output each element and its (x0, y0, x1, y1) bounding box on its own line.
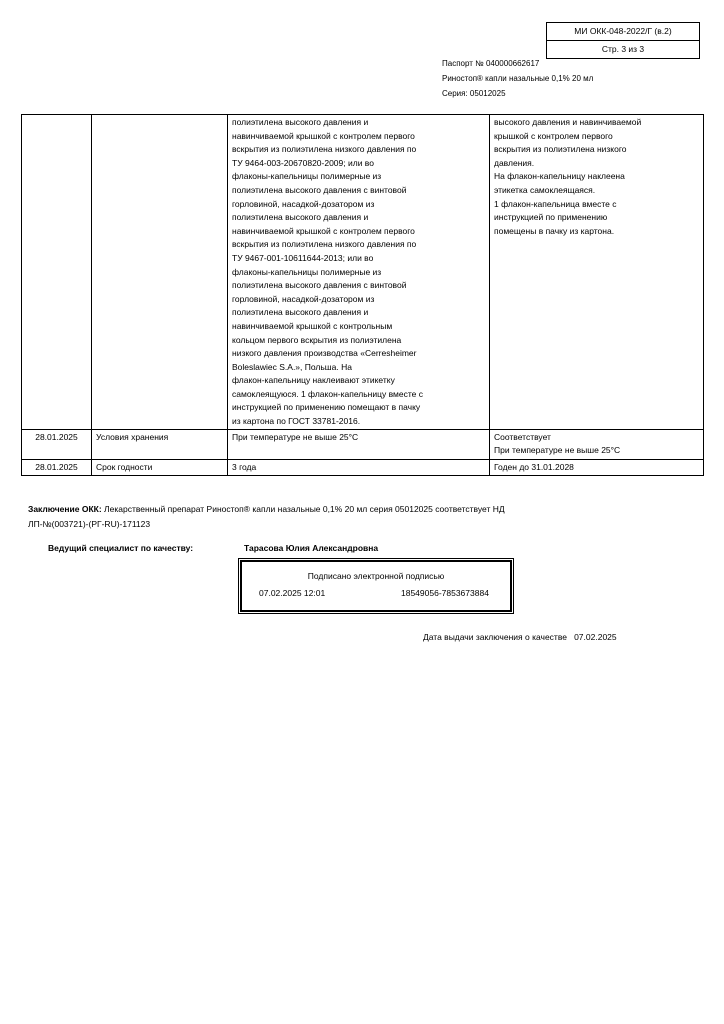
text-line: полиэтилена высокого давления с винтовой (232, 280, 407, 291)
issue-date (423, 632, 617, 642)
conclusion-reg-number: ЛП-№(003721)-(РГ-RU)-171123 (28, 519, 151, 529)
text-line: помещены в пачку из картона. (494, 225, 615, 236)
result-line: Соответствует (494, 431, 551, 442)
text-line: навинчиваемой крышкой с контрольным (232, 320, 393, 331)
norm-text (232, 116, 485, 429)
text-line: ТУ 9467-001-10611644-2013; или во (232, 252, 374, 263)
conclusion (28, 502, 588, 532)
text-line: навинчиваемой крышкой с контролем первого (232, 225, 415, 236)
text-line: полиэтилена высокого давления с винтовой (232, 184, 407, 195)
text-line: этикетка самоклеящаяся. (494, 184, 596, 195)
product-series: Серия: 05012025 (442, 89, 506, 98)
product-name: Риностоп® капли назальные 0,1% 20 мл (442, 74, 594, 83)
conclusion-label: Заключение ОКК: (28, 504, 102, 514)
text-line: флакон-капельницу наклеивают этикетку (232, 375, 395, 386)
result-cell: Годен до 31.01.2028 (490, 459, 704, 476)
test-name (92, 115, 228, 430)
text-line: ТУ 9464-003-20670820-2009; или во (232, 157, 374, 168)
issue-date-value: 07.02.2025 (574, 632, 617, 642)
text-line: 1 флакон-капельница вместе с (494, 198, 617, 209)
text-line: кольцом первого вскрытия из полиэтилена (232, 334, 402, 345)
text-line: флаконы-капельницы полимерные из (232, 266, 382, 277)
test-date: 28.01.2025 (22, 459, 92, 476)
norm-cell (228, 115, 490, 430)
text-line: низкого давления производства «Cerresheimer (232, 348, 417, 359)
text-line: полиэтилена высокого давления и (232, 212, 369, 223)
results-table (21, 114, 704, 476)
text-line: из картона по ГОСТ 33781-2016. (232, 416, 361, 427)
conclusion-text: Лекарственный препарат Риностоп® капли назальные 0,1% 20 мл серия 05012025 соответствует НД (101, 504, 505, 514)
text-line: Boleslawiec S.A.», Польша. На (232, 361, 352, 372)
norm-cell: 3 года (228, 459, 490, 476)
issue-label: Дата выдачи заключения о качестве (423, 632, 567, 642)
text-line: инструкцией по применению помещают в пачку (232, 402, 421, 413)
conclusion-line (28, 502, 588, 517)
table-row (22, 429, 704, 459)
electronic-signature-stamp (240, 560, 512, 612)
text-line: горловиной, насадкой-дозатором из (232, 198, 375, 209)
document-code: МИ ОКК-048-2022/Г (в.2) (574, 26, 672, 36)
stamp-title: Подписано электронной подписью (307, 571, 445, 581)
text-line: навинчиваемой крышкой с контролем первого (232, 130, 415, 141)
test-name: Условия хранения (92, 429, 228, 459)
text-line: флаконы-капельницы полимерные из (232, 171, 382, 182)
norm-cell: При температуре не выше 25°С (228, 429, 490, 459)
text-line: инструкцией по применению (494, 212, 608, 223)
document-id-box (546, 22, 700, 59)
stamp-datetime: 07.02.2025 12:01 (259, 588, 326, 598)
result-cell (490, 429, 704, 459)
text-line: крышкой с контролем первого (494, 130, 613, 141)
result-cell (490, 115, 704, 430)
passport-number: Паспорт № 040000662617 (442, 59, 540, 68)
text-line: горловиной, насадкой-дозатором из (232, 293, 375, 304)
table-row (22, 115, 704, 430)
test-name: Срок годности (92, 459, 228, 476)
result-line: При температуре не выше 25°С (494, 445, 621, 456)
text-line: полиэтилена высокого давления и (232, 307, 369, 318)
text-line: полиэтилена высокого давления и (232, 117, 369, 127)
result-text (494, 116, 699, 238)
test-date (22, 115, 92, 430)
signatory-role: Ведущий специалист по качеству: (48, 543, 194, 553)
text-line: давления. (494, 157, 535, 168)
text-line: вскрытия из полиэтилена низкого давления по (232, 144, 417, 155)
text-line: вскрытия из полиэтилена низкого (494, 144, 627, 155)
table-row (22, 459, 704, 476)
page-number: Стр. 3 из 3 (547, 40, 699, 58)
stamp-number: 18549056-7853673884 (401, 588, 489, 598)
passport-info (442, 56, 593, 101)
text-line: высокого давления и навинчиваемой (494, 117, 642, 127)
text-line: На флакон-капельницу наклеена (494, 171, 625, 182)
test-date: 28.01.2025 (22, 429, 92, 459)
signatory-name: Тарасова Юлия Александровна (244, 543, 379, 553)
text-line: самоклеящуюся. 1 флакон-капельницу вместе с (232, 388, 423, 399)
text-line: вскрытия из полиэтилена низкого давления по (232, 239, 417, 250)
